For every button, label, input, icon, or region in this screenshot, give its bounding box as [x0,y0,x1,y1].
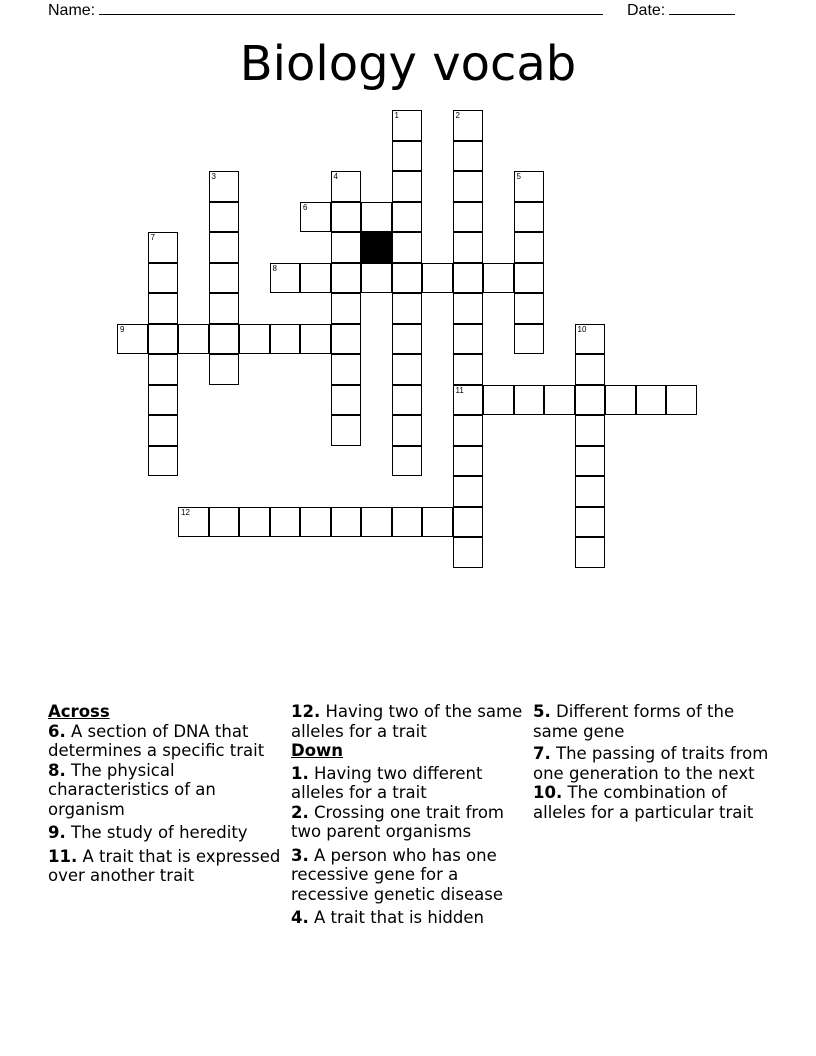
cell-number: 10 [577,324,587,334]
grid-cell[interactable] [361,202,392,233]
cell-number: 1 [394,111,399,120]
grid-cell[interactable] [331,385,362,416]
grid-cell[interactable] [453,415,484,446]
grid-cell[interactable] [148,354,179,385]
grid-cell[interactable] [575,354,606,385]
grid-cell[interactable] [575,446,606,477]
grid-cell[interactable] [453,141,484,172]
clue-across-9: 9. The study of heredity [48,823,248,842]
grid-cell[interactable] [453,385,484,416]
clue-across-6: 6. A section of DNA that determines a specific trait [48,721,265,760]
cell-number: 8 [272,263,277,273]
grid-cell[interactable] [239,507,270,538]
grid-cell[interactable] [514,171,545,202]
grid-cell[interactable] [270,324,301,355]
cell-number: 7 [150,233,155,242]
clues-column-1 [48,702,288,886]
clues-column-3 [533,702,773,822]
clue-down-7: 7. The passing of traits from one generation to the next [533,744,769,783]
grid-cell[interactable] [392,324,423,355]
grid-cell[interactable] [148,385,179,416]
grid-cell[interactable] [453,232,484,263]
grid-cell[interactable] [331,263,362,294]
grid-cell[interactable] [514,232,545,263]
grid-cell[interactable] [209,507,240,538]
cell-number: 3 [211,172,216,181]
grid-cell[interactable] [453,476,484,507]
grid-cell[interactable] [392,110,423,141]
clues-column-2 [291,702,529,928]
grid-cell[interactable] [392,263,423,294]
grid-cell[interactable] [392,507,423,538]
grid-cell[interactable] [422,507,453,538]
grid-cell[interactable] [453,324,484,355]
grid-cell[interactable] [178,324,209,355]
grid-cell[interactable] [209,293,240,324]
grid-cell[interactable] [331,324,362,355]
grid-cell[interactable] [361,263,392,294]
grid-cell[interactable] [453,446,484,477]
grid-cell[interactable] [300,507,331,538]
grid-cell[interactable] [331,293,362,324]
down-heading: Down [291,741,344,760]
grid-cell[interactable] [148,324,179,355]
grid-cell[interactable] [392,293,423,324]
clue-down-10: 10. The combination of alleles for a particular trait [533,783,754,822]
name-label: Name: [48,2,96,19]
clue-across-12: 12. Having two of the same alleles for a trait [291,702,523,741]
grid-cell[interactable] [666,385,697,416]
grid-cell[interactable] [575,537,606,568]
grid-cell[interactable] [300,324,331,355]
grid-cell[interactable] [117,324,148,355]
grid-cell[interactable] [209,202,240,233]
clue-across-11: 11. A trait that is expressed over another trait [48,846,281,885]
grid-cell[interactable] [422,263,453,294]
grid-cell[interactable] [636,385,667,416]
grid-cell[interactable] [392,171,423,202]
clue-down-2: 2. Crossing one trait from two parent organisms [291,802,504,841]
grid-cell[interactable] [148,263,179,294]
grid-cell[interactable] [148,293,179,324]
grid-cell[interactable] [331,232,362,263]
grid-cell[interactable] [453,354,484,385]
cell-number: 5 [516,172,521,181]
grid-cell[interactable] [453,110,484,141]
grid-cell[interactable] [392,141,423,172]
clue-down-3: 3. A person who has one recessive gene for a recessive genetic disease [291,845,504,904]
grid-cell[interactable] [209,324,240,355]
grid-cell[interactable] [453,171,484,202]
cell-number: 9 [120,324,125,334]
grid-cell[interactable] [361,507,392,538]
grid-cell[interactable] [300,202,331,233]
cell-number: 11 [455,385,464,395]
grid-cell[interactable] [239,324,270,355]
grid-cell[interactable] [453,263,484,294]
cell-number: 4 [333,172,338,181]
grid-cell[interactable] [453,537,484,568]
grid-cell[interactable] [392,354,423,385]
grid-cell[interactable] [575,507,606,538]
grid-cell[interactable] [544,385,575,416]
grid-cell[interactable] [148,446,179,477]
grid-cell[interactable] [453,202,484,233]
grid-cell[interactable] [331,507,362,538]
grid-cell[interactable] [392,232,423,263]
grid-cell[interactable] [331,354,362,385]
grid-cell[interactable] [209,232,240,263]
grid-cell[interactable] [514,263,545,294]
cell-number: 6 [303,202,308,212]
grid-cell[interactable] [514,385,545,416]
grid-cell[interactable] [483,263,514,294]
grid-cell[interactable] [575,415,606,446]
cell-number: 2 [455,111,460,120]
clue-down-5: 5. Different forms of the same gene [533,702,735,741]
grid-cell[interactable] [392,446,423,477]
grid-cell[interactable] [331,415,362,446]
grid-cell[interactable] [270,263,301,294]
grid-cell[interactable] [575,385,606,416]
grid-cell[interactable] [605,385,636,416]
across-heading: Across [48,702,110,721]
date-label: Date: [627,2,666,19]
clue-down-4: 4. A trait that is hidden [291,908,484,927]
cell-number: 12 [181,507,190,517]
black-cell [361,232,392,263]
grid-cell[interactable] [392,385,423,416]
clue-down-1: 1. Having two different alleles for a trait [291,763,483,802]
grid-cell[interactable] [483,385,514,416]
grid-cell[interactable] [453,507,484,538]
grid-cell[interactable] [453,293,484,324]
grid-cell[interactable] [148,232,179,263]
grid-cell[interactable] [209,171,240,202]
grid-cell[interactable] [331,171,362,202]
clue-across-8: 8. The physical characteristics of an organism [48,760,216,819]
grid-cell[interactable] [514,293,545,324]
grid-cell[interactable] [575,324,606,355]
grid-cell[interactable] [331,202,362,233]
grid-cell[interactable] [392,415,423,446]
grid-cell[interactable] [300,263,331,294]
grid-cell[interactable] [178,507,209,538]
grid-cell[interactable] [392,202,423,233]
grid-cell[interactable] [148,415,179,446]
grid-cell[interactable] [209,263,240,294]
grid-cell[interactable] [514,202,545,233]
grid-cell[interactable] [514,324,545,355]
grid-cell[interactable] [575,476,606,507]
grid-cell[interactable] [270,507,301,538]
grid-cell[interactable] [209,354,240,385]
page-title: Biology vocab [239,36,577,92]
